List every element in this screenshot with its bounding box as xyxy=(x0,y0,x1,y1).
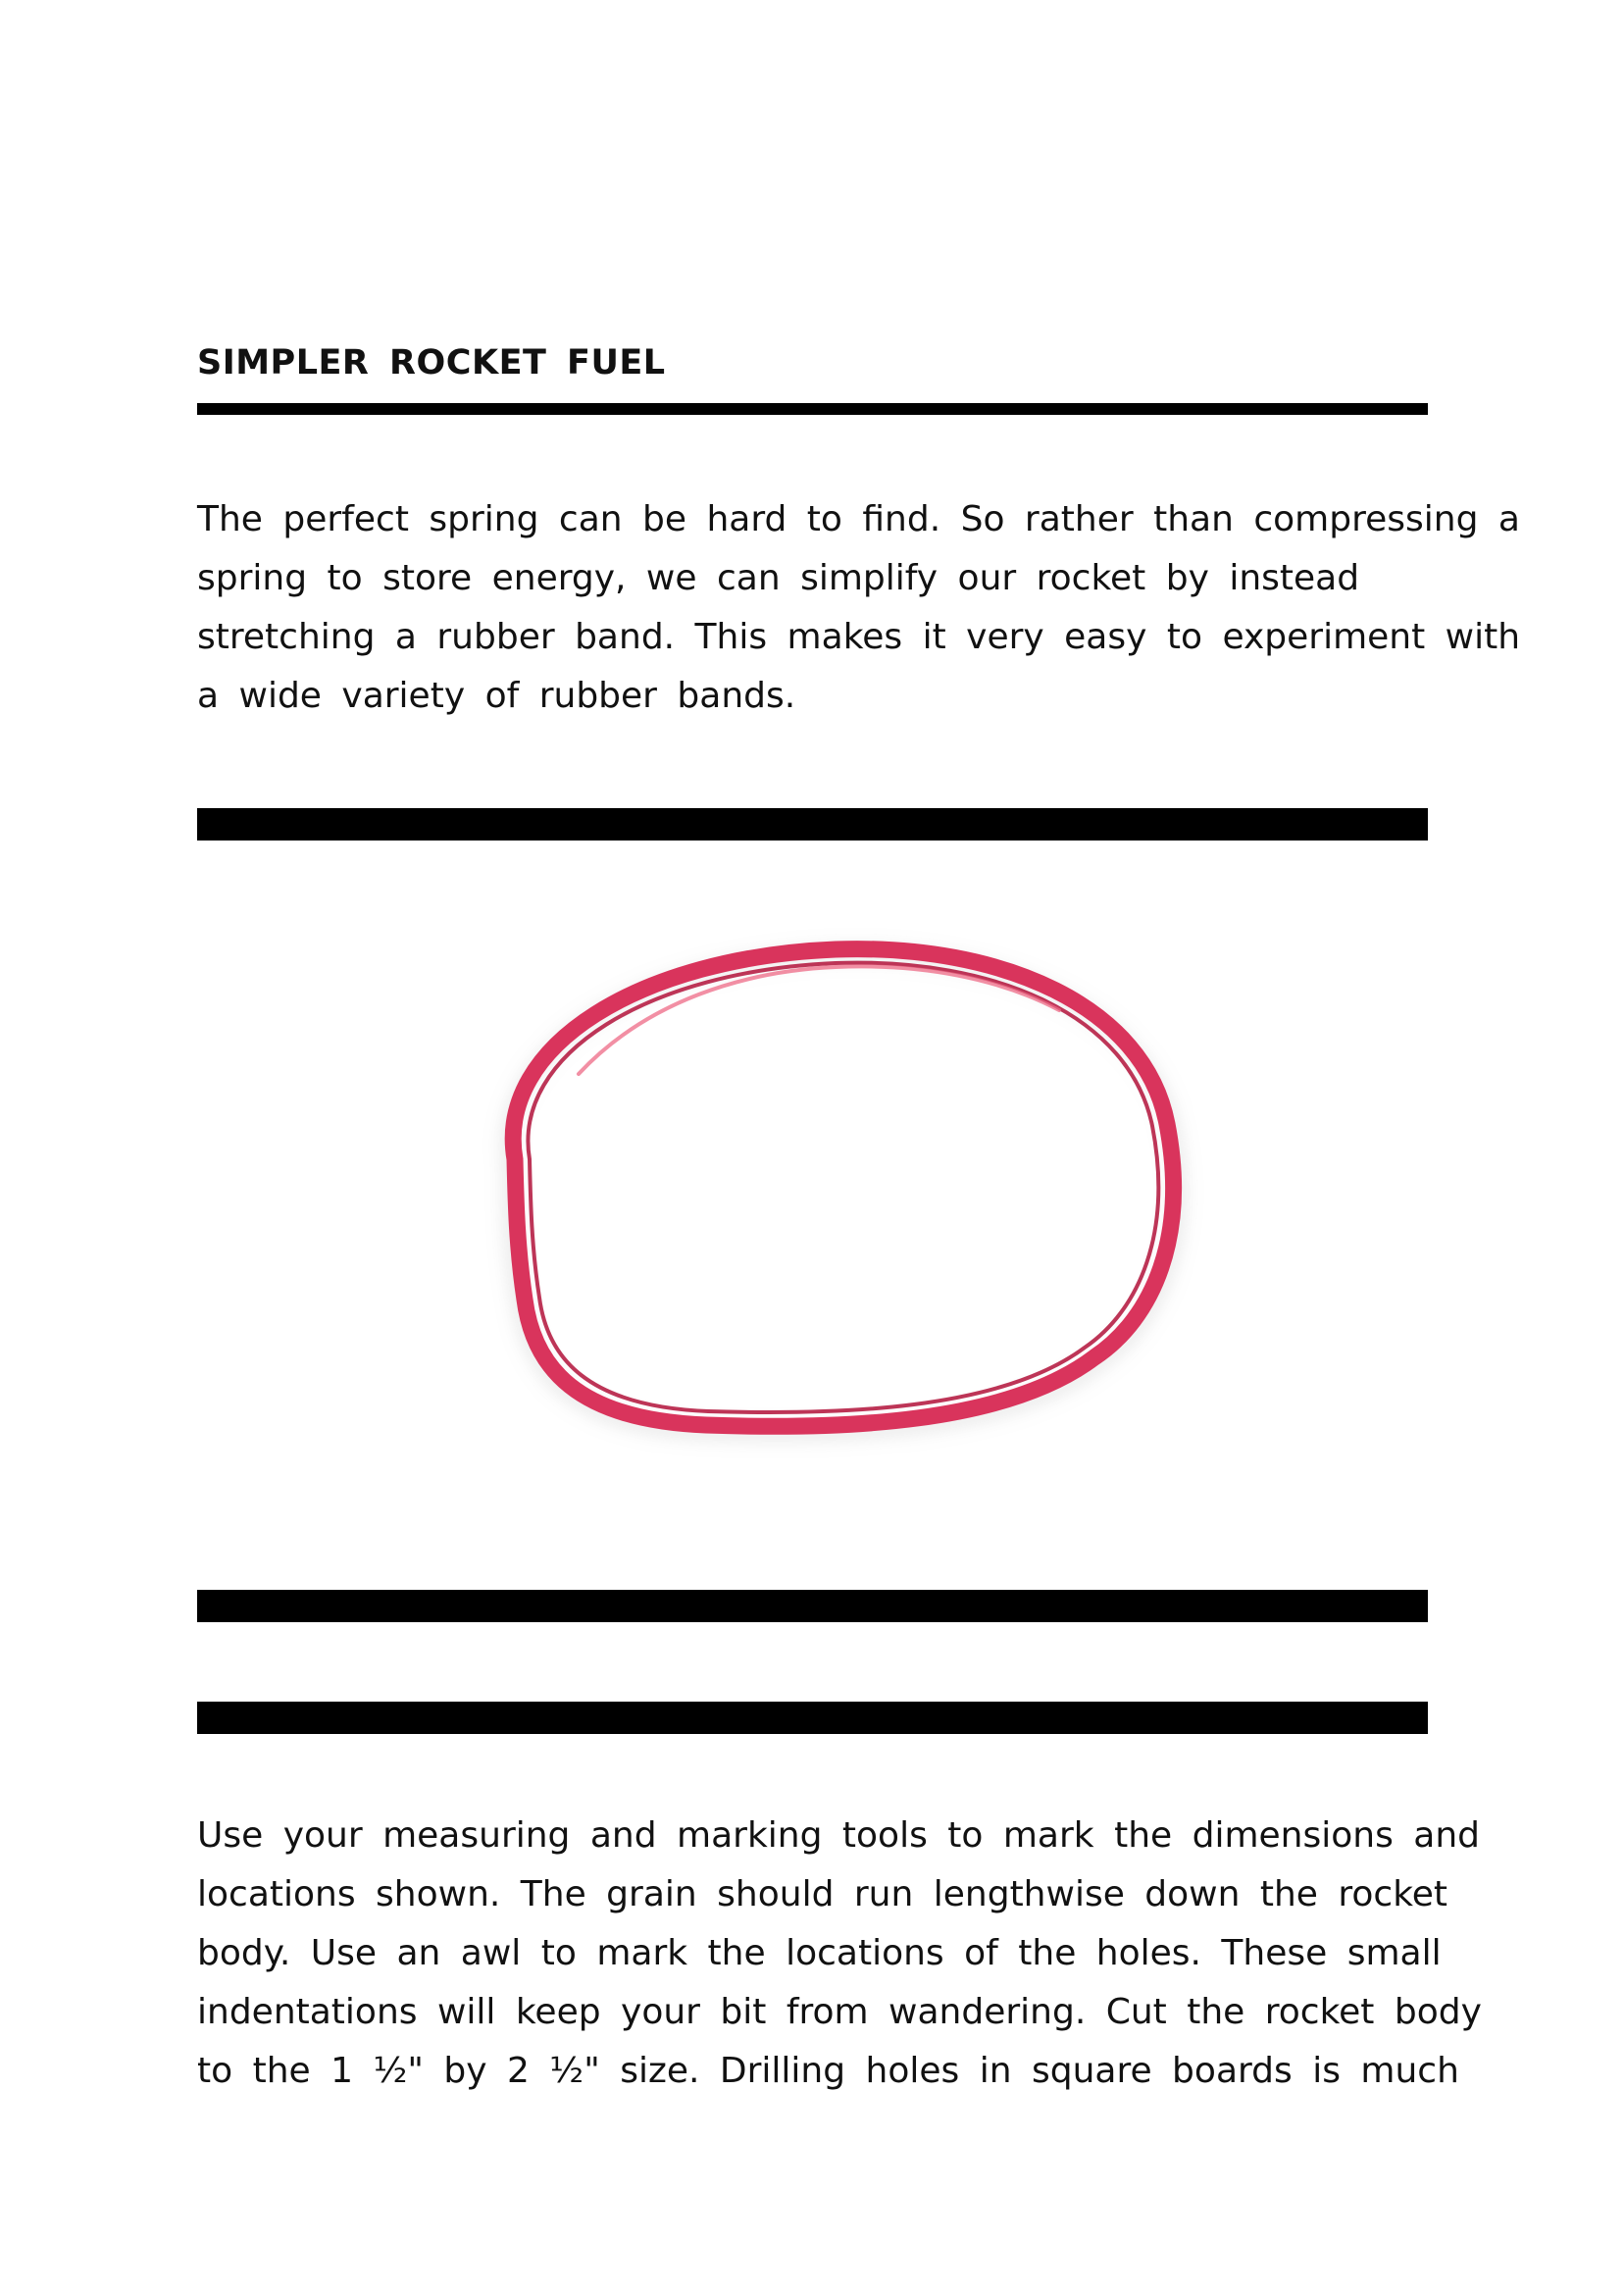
instructions-line: body. Use an awl to mark the locations of the holes. These small xyxy=(197,1933,1442,1973)
figure-top-bar xyxy=(197,808,1428,841)
intro-line: spring to store energy, we can simplify our rocket by instead xyxy=(197,558,1360,598)
intro-paragraph xyxy=(197,490,1521,726)
heading-rule xyxy=(197,403,1428,415)
instructions-line: Use your measuring and marking tools to mark the dimensions and xyxy=(197,1815,1481,1856)
rubber-band-inner-edge xyxy=(528,963,1158,1412)
section-divider-bar xyxy=(197,1702,1428,1734)
instructions-line: indentations will keep your bit from wandering. Cut the rocket body xyxy=(197,1992,1482,2032)
rubber-band-photo xyxy=(373,902,1255,1520)
instructions-line: locations shown. The grain should run lengthwise down the rocket xyxy=(197,1874,1448,1914)
intro-line: stretching a rubber band. This makes it very easy to experiment with xyxy=(197,617,1521,657)
intro-line: The perfect spring can be hard to find. So rather than compressing a xyxy=(197,499,1520,539)
figure-bottom-bar xyxy=(197,1590,1428,1622)
section-heading: SIMPLER ROCKET FUEL xyxy=(197,343,666,382)
instructions-line: to the 1 ½" by 2 ½" size. Drilling holes in square boards is much xyxy=(197,2051,1459,2091)
intro-line: a wide variety of rubber bands. xyxy=(197,676,796,716)
instructions-paragraph xyxy=(197,1807,1482,2101)
